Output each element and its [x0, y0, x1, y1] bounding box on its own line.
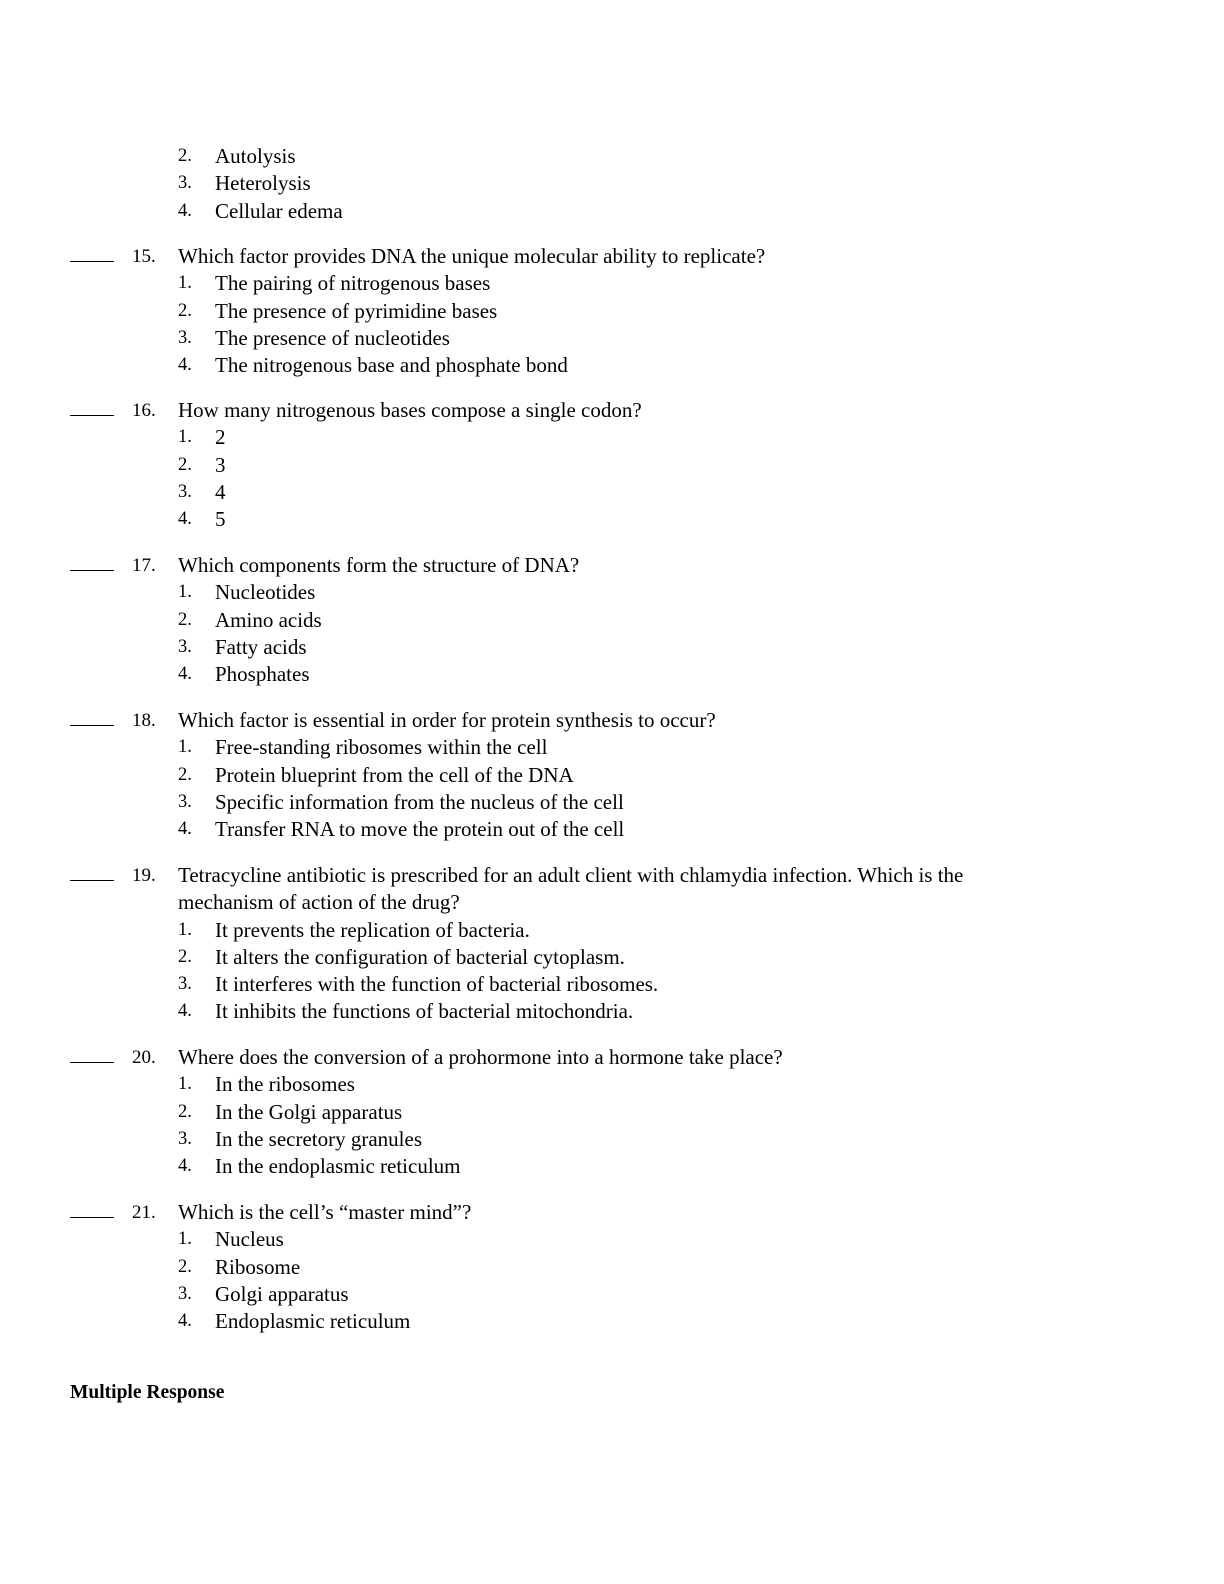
- choice-number: 2.: [178, 454, 192, 475]
- choice-number: 3.: [178, 173, 192, 194]
- choice-text: 4: [215, 479, 226, 504]
- question-number: 21.: [132, 1202, 156, 1223]
- question-stem-continued: mechanism of action of the drug?: [178, 890, 460, 915]
- choice-text: 5: [215, 507, 226, 532]
- question-number: 17.: [132, 555, 156, 576]
- choice-number: 3.: [178, 791, 192, 812]
- choice-text: Endoplasmic reticulum: [215, 1309, 411, 1334]
- choice-number: 2.: [178, 1256, 192, 1277]
- choice-number: 2.: [178, 300, 192, 321]
- choice-text: In the Golgi apparatus: [215, 1099, 403, 1124]
- choice-text: Golgi apparatus: [215, 1281, 349, 1306]
- question-number: 15.: [132, 246, 156, 267]
- choice-number: 2.: [178, 146, 192, 166]
- choice-text: Specific information from the nucleus of the cell: [215, 789, 624, 814]
- choice-number: 3.: [178, 327, 192, 348]
- choice-number: 1.: [178, 582, 192, 603]
- question-17: [0, 552, 1224, 687]
- question-number: 16.: [132, 400, 156, 421]
- choice-text: The presence of pyrimidine bases: [215, 298, 498, 323]
- choice-number: 2.: [178, 946, 192, 967]
- choice-text: Phosphates: [215, 662, 310, 687]
- question-stem: Which components form the structure of DNA?: [178, 553, 580, 577]
- choice-text: It alters the configuration of bacterial cytoplasm.: [215, 944, 625, 969]
- choice-number: 3.: [178, 974, 192, 995]
- question-number: 18.: [132, 710, 156, 731]
- question-stem: How many nitrogenous bases compose a single codon?: [178, 398, 642, 422]
- choice-text: In the endoplasmic reticulum: [215, 1154, 461, 1179]
- answer-blank[interactable]: [70, 1217, 114, 1218]
- choice-number: 4.: [178, 819, 192, 840]
- question-stem: Which is the cell’s “master mind”?: [178, 1200, 472, 1224]
- choice-number: 1.: [178, 1074, 192, 1095]
- choice-number: 4.: [178, 1311, 192, 1332]
- choice-number: 4.: [178, 509, 192, 530]
- choice-number: 3.: [178, 481, 192, 502]
- choice-text: Ribosome: [215, 1254, 301, 1279]
- choice-number: 3.: [178, 1128, 192, 1149]
- choice-number: 4.: [178, 1001, 192, 1022]
- choice-text: Cellular edema: [215, 198, 343, 223]
- question-number: 20.: [132, 1047, 156, 1068]
- choice-number: 4.: [178, 200, 192, 221]
- choice-text: Nucleotides: [215, 580, 316, 605]
- choice-text: Fatty acids: [215, 634, 307, 659]
- choice-number: 1.: [178, 737, 192, 758]
- choice-text: Amino acids: [215, 607, 322, 632]
- answer-blank[interactable]: [70, 725, 114, 726]
- answer-blank[interactable]: [70, 261, 114, 262]
- choice-number: 1.: [178, 1229, 192, 1250]
- choice-text: The presence of nucleotides: [215, 325, 450, 350]
- answer-blank[interactable]: [70, 880, 114, 881]
- answer-blank[interactable]: [70, 570, 114, 571]
- choice-number: 4.: [178, 1156, 192, 1177]
- choice-number: 1.: [178, 919, 192, 940]
- question-15: [0, 243, 1224, 378]
- question-19: [0, 862, 1224, 1024]
- choice-number: 3.: [178, 636, 192, 657]
- choice-text: 3: [215, 452, 226, 477]
- choice-text: It prevents the replication of bacteria.: [215, 917, 530, 942]
- question-stem: Which factor provides DNA the unique molecular ability to replicate?: [178, 244, 766, 268]
- question-stem: Tetracycline antibiotic is prescribed for an adult client with chlamydia infection. Which is the: [178, 863, 964, 887]
- choice-number: 4.: [178, 664, 192, 685]
- choice-text: Transfer RNA to move the protein out of the cell: [215, 817, 625, 842]
- choice-number: 1.: [178, 273, 192, 294]
- choice-text: Nucleus: [215, 1227, 284, 1252]
- choice-number: 2.: [178, 764, 192, 785]
- answer-blank[interactable]: [70, 1062, 114, 1063]
- choice-text: In the secretory granules: [215, 1126, 422, 1151]
- question-18: [0, 707, 1224, 842]
- choice-number: 3.: [178, 1283, 192, 1304]
- choice-text: It inhibits the functions of bacterial mitochondria.: [215, 999, 634, 1024]
- choice-text: The nitrogenous base and phosphate bond: [215, 353, 568, 378]
- choice-text: It interferes with the function of bacterial ribosomes.: [215, 972, 659, 997]
- choice-number: 4.: [178, 355, 192, 376]
- choice-number: 2.: [178, 609, 192, 630]
- choice-number: 2.: [178, 1101, 192, 1122]
- choice-text: 2: [215, 425, 226, 450]
- choice-number: 1.: [178, 427, 192, 448]
- question-20: [0, 1044, 1224, 1179]
- choice-text: In the ribosomes: [215, 1072, 355, 1097]
- question-number: 19.: [132, 865, 156, 886]
- section-heading: Multiple Response: [70, 1382, 225, 1403]
- choice-text: Heterolysis: [215, 171, 311, 196]
- question-21: [0, 1199, 1224, 1334]
- choice-text: Protein blueprint from the cell of the DNA: [215, 762, 574, 787]
- choice-text: The pairing of nitrogenous bases: [215, 271, 491, 296]
- question-stem: Where does the conversion of a prohormone into a hormone take place?: [178, 1045, 783, 1069]
- question-stem: Which factor is essential in order for protein synthesis to occur?: [178, 708, 716, 732]
- choice-text: Autolysis: [215, 144, 296, 168]
- answer-blank[interactable]: [70, 415, 114, 416]
- question-16: [0, 397, 1224, 532]
- choice-text: Free-standing ribosomes within the cell: [215, 735, 548, 760]
